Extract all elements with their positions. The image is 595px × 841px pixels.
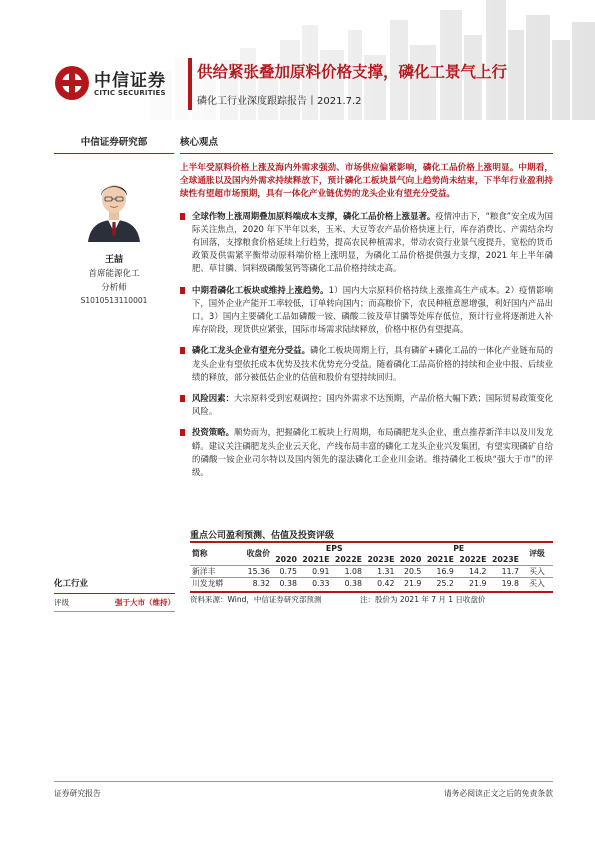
left-column: [54, 134, 174, 305]
cell-pe: 21.9: [456, 577, 489, 589]
cell-pe: 25.2: [423, 577, 456, 589]
cell-name: 川发龙蟒: [190, 577, 238, 589]
citic-logo-icon: [54, 65, 90, 101]
analyst-license-id: S1010513110001: [80, 296, 148, 305]
bullet-point: [180, 284, 553, 337]
cell-eps: 0.91: [299, 565, 332, 577]
cell-eps: 0.38: [331, 577, 364, 589]
bullet-lead: 全球作物上涨周期叠加原料端成本支撑，磷化工品价格上涨显著。: [192, 210, 436, 221]
cell-pe: 11.7: [488, 565, 521, 577]
industry-name: 化工行业: [54, 577, 175, 594]
bullet-lead: 磷化工龙头企业有望充分受益。: [192, 345, 310, 356]
bullet-point: [180, 344, 553, 384]
col-header-year: 2021E: [426, 554, 454, 564]
bullet-body: 1）国内大宗原料价格持续上涨推高生产成本。2）疫情影响下，国外企业产能开工率较低，订单转向国内；而高粮价下，农民种植意愿增强，利好国内产品出口。3）国内主要磷化工品如磷酸一铵、磷酸二铵及草甘膦等处库存低位，预计行业将逐渐进入补库存阶段，现货供应紧张，国际市场需求陆续释放，价格中枢仍有望提高。: [192, 284, 554, 335]
cell-eps: 1.31: [364, 565, 397, 577]
bullet-body: 大宗原料受到宏观调控；国内外需求不达预期，产品价格大幅下跌；国际贸易政策变化风险。: [192, 393, 554, 417]
cell-pe: 16.9: [423, 565, 456, 577]
industry-rating-row: [54, 594, 175, 612]
bullet-body: 疫情冲击下，“粮食”安全成为国际关注焦点，2020 年下半年以来，玉米、大豆等农产品价格快速上行，库存消费比、产需结余均有回落，支撑粮食价格延续上行趋势，提高农民种植需求，带动农资行业景气度提升，宽松的货币政策及供需紧平衡带动原料端价格上涨明显，为磷化工品价格提供强力支撑，2021 年上半年磷肥、草甘膦、饲料级磷酸氢钙等磷化工品价格持续走高。: [192, 210, 554, 274]
table-bottom-rule: [190, 591, 553, 593]
industry-rating-box: [54, 577, 175, 612]
industry-rating-label: 评级: [54, 598, 69, 607]
col-header-year: 2023E: [367, 554, 395, 564]
cell-pe: 21.9: [396, 577, 423, 589]
col-header-year: 2021E: [302, 554, 330, 564]
table-row: [190, 577, 553, 589]
analyst-avatar: [84, 174, 144, 242]
bullet-point: [180, 210, 553, 276]
col-group-eps: EPS: [325, 544, 343, 553]
cell-eps: 0.75: [272, 565, 299, 577]
title-accent-bar: [188, 58, 192, 110]
right-column: [180, 134, 553, 479]
col-header-year: 2020: [399, 554, 422, 564]
bullet-body: 顺势而为，把握磷化工板块上行周期，布局磷肥龙头企业，重点推荐新洋丰以及川发龙蟒。建议关注磷肥龙头企业云天化，产线布局丰富的磷化工龙头企业兴发集团，有望实现磷矿自给的磷酸一铵企业司尔特以及国内领先的湿法磷化工企业川金诺。维持磷化工板块“强大于市”的评级。: [192, 427, 554, 478]
analyst-title: 分析师: [101, 283, 127, 293]
cell-price: 15.36: [238, 565, 272, 577]
analyst-role: 首席能源化工: [88, 269, 140, 279]
col-header-year: 2020: [275, 554, 297, 564]
brand-name-en: CITIC SECURITIES: [94, 89, 166, 97]
cell-name: 新洋丰: [190, 565, 238, 577]
cell-pe: 14.2: [456, 565, 489, 577]
industry-rating-value: 强于大市（维持）: [115, 598, 175, 607]
table-price-note: 注：股价为 2021 年 7 月 1 日收盘价: [360, 595, 486, 604]
citic-logo: [54, 65, 184, 105]
report-subtitle: 磷化工行业深度跟踪报告丨2021.7.2: [197, 96, 362, 107]
forecast-table: [190, 543, 553, 589]
cell-eps: 1.08: [331, 565, 364, 577]
bullet-lead: 投资策略。: [192, 427, 234, 438]
cell-eps: 0.42: [364, 577, 397, 589]
footer-rule: [54, 781, 553, 782]
col-header-year: 2023E: [491, 554, 519, 564]
bullet-body: 磷化工板块周期上行，具有磷矿+磷化工品的一体化产业链布局的龙头企业有望依托成本优势及技术优势充分受益。随着磷化工品高价格的持续和企业中报、后续业绩的释放，部分被低估企业的估值和股价有望持续回归。: [192, 345, 554, 382]
table-row: [190, 565, 553, 577]
summary-paragraph: 上半年受原料价格上涨及海内外需求强劲、市场供应偏紧影响，磷化工品价格上涨明显。中期看，全球通胀以及国内外需求持续释放下，预计磷化工板块景气向上趋势尚未结束，下半年行业盈利持续性有望超市场预期，具有一体化产业链优势的龙头企业有望充分受益。: [180, 163, 553, 200]
cell-price: 8.32: [238, 577, 272, 589]
forecast-table-title: 重点公司盈利预测、估值及投资评级: [190, 531, 335, 541]
bullet-lead: 风险因素：: [192, 393, 234, 404]
col-header-rating: 评级: [529, 549, 545, 559]
col-header-year: 2022E: [459, 554, 487, 564]
report-title: 供给紧张叠加原料价格支撑，磷化工景气上行: [197, 63, 508, 81]
cell-rating: 买入: [521, 577, 553, 589]
core-view-heading: 核心观点: [180, 134, 553, 154]
cell-eps: 0.33: [299, 577, 332, 589]
bullet-point: [180, 392, 553, 418]
table-source-note: 资料来源：Wind，中信证券研究部预测: [190, 595, 322, 604]
research-dept-heading: 中信证券研究部: [54, 134, 174, 154]
col-group-pe: PE: [453, 544, 465, 553]
col-header-price: 收盘价: [246, 549, 270, 559]
cell-rating: 买入: [521, 565, 553, 577]
bullet-lead: 中期看磷化工板块或维持上涨趋势。: [192, 284, 329, 295]
col-header-year: 2022E: [334, 554, 362, 564]
col-header-name: 简称: [192, 549, 208, 559]
analyst-name: 王喆: [104, 255, 123, 265]
cell-pe: 19.8: [488, 577, 521, 589]
brand-name-cn: 中信证券: [94, 71, 166, 91]
footer-report-type: 证券研究报告: [54, 789, 101, 798]
footer-disclaimer: 请务必阅读正文之后的免责条款: [443, 789, 553, 798]
cell-eps: 0.38: [272, 577, 299, 589]
bullet-point: [180, 426, 553, 479]
cell-pe: 20.5: [396, 565, 423, 577]
